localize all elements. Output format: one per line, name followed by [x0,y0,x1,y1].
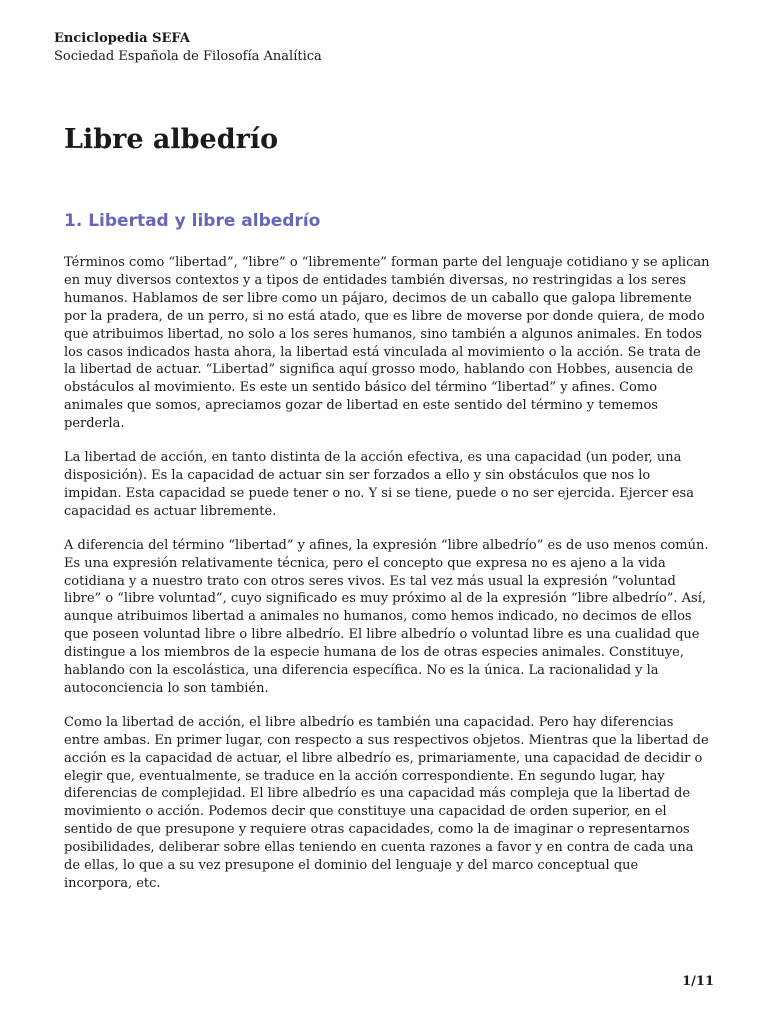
document-header [54,30,322,66]
org-subtitle: Sociedad Española de Filosofía Analítica [54,49,322,64]
paragraph-3: A diferencia del término “libertad” y afines, la expresión “libre albedrío” es de uso menos común. Es una expresión relativamente técnica, pero el concepto que expresa no es ajeno a la vida cotidiana y a nuestro trato con otros seres vivos. Es tal vez más usual la expresión “voluntad libre” o “libre voluntad”, cuyo significado es muy próximo al de la expresión “libre albedrío”. Así, aunque atribuimos libertad a animales no humanos, como hemos indicado, no decimos de ellos que poseen voluntad libre o libre albedrío. El libre albedrío o voluntad libre es una cualidad que distingue a los miembros de la especie humana de los de otras especies animales. Constituye, hablando con la escolástica, una diferencia específica. No es la única. La racionalidad y la autoconciencia lo son también. [64,537,709,696]
org-name: Enciclopedia SEFA [54,31,190,46]
paragraph-4: Como la libertad de acción, el libre albedrío es también una capacidad. Pero hay diferencias entre ambas. En primer lugar, con respecto a sus respectivos objetos. Mientras que la libertad de acción es la capacidad de actuar, el libre albedrío es, primariamente, una capacidad de decidir o elegir que, eventualmente, se traduce en la acción correspondiente. En segundo lugar, hay diferencias de complejidad. El libre albedrío es una capacidad más compleja que la libertad de movimiento o acción. Podemos decir que constituye una capacidad de orden superior, en el sentido de que presupone y requiere otras capacidades, como la de imaginar o representarnos posibilidades, deliberar sobre ellas teniendo en cuenta razones a favor y en contra de cada una de ellas, lo que a su vez presupone el dominio del lenguaje y del marco conceptual que incorpora, etc. [64,714,709,891]
page-number: 1/11 [682,974,714,989]
page-title: Libre albedrío [64,124,279,155]
article-body [64,208,710,909]
paragraph-1: Términos como “libertad”, “libre” o “libremente” forman parte del lenguaje cotidiano y se aplican en muy diversos contextos y a tipos de entidades también diversas, no restringidas a los seres humanos. Hablamos de ser libre como un pájaro, decimos de un caballo que galopa libremente por la pradera, de un perro, si no está atado, que es libre de moverse por donde quiera, de modo que atribuimos libertad, no solo a los seres humanos, sino también a algunos animales. En todos los casos indicados hasta ahora, la libertad está vinculada al movimiento o la acción. Se trata de la libertad de actuar. “Libertad” significa aquí grosso modo, hablando con Hobbes, ausencia de obstáculos al movimiento. Es este un sentido básico del término “libertad” y afines. Como animales que somos, apreciamos gozar de libertad en este sentido del término y tememos perderla. [64,255,710,432]
paragraph-2: La libertad de acción, en tanto distinta de la acción efectiva, es una capacidad (un poder, una disposición). Es la capacidad de actuar sin ser forzados a ello y sin obstáculos que nos lo impidan. Esta capacidad se puede tener o no. Y si se tiene, puede o no ser ejercida. Ejercer esa capacidad es actuar libremente. [64,450,694,519]
section-heading: 1. Libertad y libre albedrío [64,211,321,231]
